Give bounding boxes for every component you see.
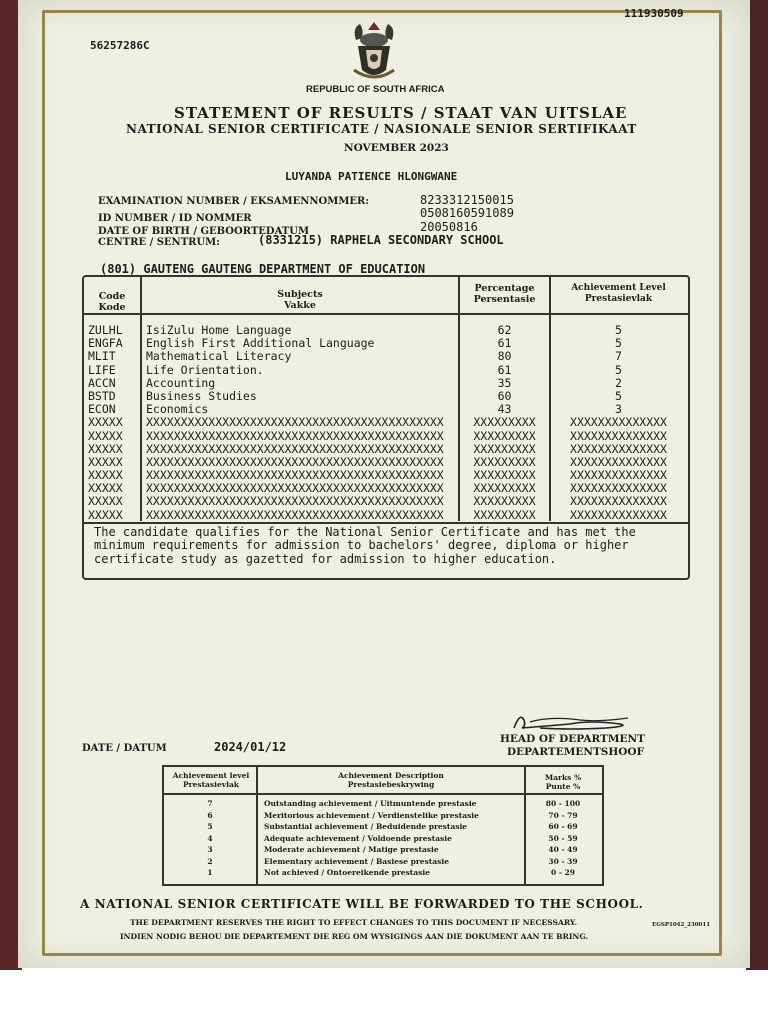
key-header-level: Achievement level <box>172 771 250 780</box>
exam-session: NOVEMBER 2023 <box>344 142 449 154</box>
id-number-value: 0508160591089 <box>420 206 514 220</box>
id-number-label: ID NUMBER / ID NOMMER <box>98 213 252 224</box>
subject-code: XXXXX <box>88 415 123 430</box>
country-name: REPUBLIC OF SOUTH AFRICA <box>306 84 445 95</box>
footer-changes-notice: THE DEPARTMENT RESERVES THE RIGHT TO EFFECT CHANGES TO THIS DOCUMENT IF NECESSARY. <box>130 918 578 927</box>
key-description: Substantial achievement / Beduidende prestasie <box>264 822 468 831</box>
key-level: 1 <box>207 868 213 877</box>
subject-level: XXXXXXXXXXXXXX <box>570 507 667 522</box>
key-level: 2 <box>207 856 213 866</box>
subject-name: Business Studies <box>146 388 257 403</box>
subject-name: IsiZulu Home Language <box>146 323 292 337</box>
subject-level: 5 <box>615 388 622 403</box>
key-marks: 60 - 69 <box>548 822 578 831</box>
subject-level: 2 <box>615 375 622 390</box>
key-marks: 40 - 49 <box>548 845 578 854</box>
coat-of-arms-icon <box>348 20 400 82</box>
key-level: 7 <box>207 799 213 808</box>
subject-code: LIFE <box>88 362 116 377</box>
key-marks: 50 - 59 <box>548 833 578 843</box>
results-rows <box>84 324 688 522</box>
subject-name: XXXXXXXXXXXXXXXXXXXXXXXXXXXXXXXXXXXXXXXXXXX <box>146 507 444 522</box>
key-description: Moderate achievement / Matige prestasie <box>264 845 439 854</box>
table-row <box>84 416 688 429</box>
serial-number-top-right: 111930509 <box>624 7 684 20</box>
subject-code: XXXXX <box>88 494 123 509</box>
subject-level: 5 <box>615 362 622 377</box>
subject-level: XXXXXXXXXXXXXX <box>570 428 667 443</box>
department-name: (801) GAUTENG GAUTENG DEPARTMENT OF EDUCATION <box>100 262 426 276</box>
dob-label: DATE OF BIRTH / GEBOORTEDATUM <box>98 226 310 237</box>
document-subtitle: NATIONAL SENIOR CERTIFICATE / NASIONALE SENIOR SERTIFIKAAT <box>126 122 637 136</box>
key-marks: 0 - 29 <box>551 868 575 877</box>
header-code: Code <box>98 291 126 302</box>
key-marks: 30 - 39 <box>548 856 578 866</box>
subject-code: XXXXX <box>88 454 123 469</box>
header-percentage-af: Persentasie <box>473 294 536 305</box>
key-header-line <box>164 793 602 795</box>
table-row <box>84 377 688 390</box>
subject-percentage: 35 <box>497 375 512 390</box>
subject-name: XXXXXXXXXXXXXXXXXXXXXXXXXXXXXXXXXXXXXXXXXXX <box>146 468 444 483</box>
subject-percentage: 62 <box>497 323 512 337</box>
subject-name: XXXXXXXXXXXXXXXXXXXXXXXXXXXXXXXXXXXXXXXXXXX <box>146 454 444 469</box>
table-row <box>84 495 688 508</box>
subject-level: XXXXXXXXXXXXXX <box>570 415 667 430</box>
subject-percentage: XXXXXXXXX <box>473 468 536 483</box>
subject-percentage: 61 <box>497 336 512 351</box>
subject-level: XXXXXXXXXXXXXX <box>570 454 667 469</box>
key-level: 6 <box>207 810 213 820</box>
footer-changes-notice-af: INDIEN NODIG BEHOU DIE DEPARTEMENT DIE REG OM WYSIGINGS AAN DIE DOKUMENT AAN TE BRING. <box>120 932 589 941</box>
results-table-header <box>84 277 688 315</box>
key-level: 5 <box>207 822 213 831</box>
subject-code: ACCN <box>88 375 116 390</box>
form-code: EGSP1042_230011 <box>652 922 711 928</box>
subject-percentage: XXXXXXXXX <box>473 441 536 456</box>
serial-number-top-left: 56257286C <box>90 39 150 52</box>
hod-title: HEAD OF DEPARTMENT <box>500 733 645 745</box>
subject-code: BSTD <box>88 388 116 403</box>
subject-code: XXXXX <box>88 481 123 496</box>
subject-code: MLIT <box>88 349 116 364</box>
subject-level: XXXXXXXXXXXXXX <box>570 481 667 496</box>
subject-name: XXXXXXXXXXXXXXXXXXXXXXXXXXXXXXXXXXXXXXXXXXX <box>146 415 444 430</box>
key-header-marks: Marks % <box>544 773 582 782</box>
key-marks: 70 - 79 <box>548 810 578 820</box>
subject-name: XXXXXXXXXXXXXXXXXXXXXXXXXXXXXXXXXXXXXXXXXXX <box>146 481 444 496</box>
header-subject-af: Vakke <box>284 300 316 311</box>
key-description: Not achieved / Ontoereikende prestasie <box>264 868 430 877</box>
subject-percentage: 43 <box>497 402 512 417</box>
subject-name: Economics <box>146 402 209 417</box>
date-value: 2024/01/12 <box>214 740 287 754</box>
date-label: DATE / DATUM <box>82 743 167 754</box>
key-header-desc-af: Prestasiebeskrywing <box>347 780 435 789</box>
subject-name: Accounting <box>146 375 216 390</box>
footer-forwarded-notice: A NATIONAL SENIOR CERTIFICATE WILL BE FORWARDED TO THE SCHOOL. <box>80 897 644 911</box>
qualification-note: The candidate qualifies for the National Senior Certificate and has met the minimum requirements for admission to bachelors' degree, diploma or higher certificate study as gazetted for admission to higher education. <box>84 522 688 579</box>
document-title: STATEMENT OF RESULTS / STAAT VAN UITSLAE <box>174 104 628 122</box>
subject-level: 3 <box>615 402 622 417</box>
exam-number-label: EXAMINATION NUMBER / EKSAMENNOMMER: <box>98 196 370 207</box>
achievement-key-table <box>162 765 604 886</box>
subject-level: XXXXXXXXXXXXXX <box>570 468 667 483</box>
key-header-desc: Achievement Description <box>338 771 444 780</box>
key-header-marks-af: Punte % <box>545 782 581 791</box>
table-row <box>84 350 688 363</box>
table-row <box>84 509 688 522</box>
subject-percentage: XXXXXXXXX <box>473 494 536 509</box>
key-description: Elementary achievement / Basiese prestasie <box>264 856 449 866</box>
subject-code: XXXXX <box>88 428 123 443</box>
subject-level: XXXXXXXXXXXXXX <box>570 441 667 456</box>
subject-name: English First Additional Language <box>146 336 375 351</box>
subject-percentage: 80 <box>497 349 512 364</box>
key-description: Meritorious achievement / Verdienstelike prestasie <box>264 810 479 820</box>
hod-title-af: DEPARTEMENTSHOOF <box>507 746 645 758</box>
key-description: Adequate achievement / Voldoende prestasie <box>264 833 452 843</box>
subject-level: XXXXXXXXXXXXXX <box>570 494 667 509</box>
exam-number-value: 8233312150015 <box>420 193 514 207</box>
subject-name: XXXXXXXXXXXXXXXXXXXXXXXXXXXXXXXXXXXXXXXXXXX <box>146 494 444 509</box>
key-level: 3 <box>207 845 213 854</box>
candidate-name: LUYANDA PATIENCE HLONGWANE <box>285 170 458 183</box>
subject-level: 5 <box>615 336 622 351</box>
header-level: Achievement Level <box>571 283 666 293</box>
subject-name: XXXXXXXXXXXXXXXXXXXXXXXXXXXXXXXXXXXXXXXXXXX <box>146 441 444 456</box>
header-level-af: Prestasievlak <box>584 294 653 304</box>
subject-code: XXXXX <box>88 468 123 483</box>
subject-percentage: 61 <box>497 362 512 377</box>
subject-code: XXXXX <box>88 507 123 522</box>
subject-code: XXXXX <box>88 441 123 456</box>
subject-name: XXXXXXXXXXXXXXXXXXXXXXXXXXXXXXXXXXXXXXXXXXX <box>146 428 444 443</box>
subject-percentage: XXXXXXXXX <box>473 415 536 430</box>
subject-percentage: XXXXXXXXX <box>473 507 536 522</box>
subject-code: ZULHL <box>88 323 123 337</box>
subject-percentage: XXXXXXXXX <box>473 481 536 496</box>
subject-level: 5 <box>615 323 622 337</box>
table-row <box>84 430 688 443</box>
key-level: 4 <box>207 833 213 843</box>
subject-name: Life Orientation. <box>146 362 264 377</box>
key-description: Outstanding achievement / Uitmuntende prestasie <box>264 799 477 808</box>
centre-label: CENTRE / SENTRUM: <box>98 237 220 248</box>
subject-name: Mathematical Literacy <box>146 349 292 364</box>
subject-code: ECON <box>88 402 116 417</box>
header-percentage: Percentage <box>474 283 535 294</box>
subject-percentage: XXXXXXXXX <box>473 454 536 469</box>
header-code-af: Kode <box>98 302 126 313</box>
table-row <box>84 364 688 377</box>
centre-value: (8331215) RAPHELA SECONDARY SCHOOL <box>258 233 504 247</box>
header-subject: Subjects <box>277 289 323 300</box>
key-header-level-af: Prestasievlak <box>182 780 239 789</box>
subject-percentage: 60 <box>497 388 512 403</box>
results-table <box>82 275 690 580</box>
subject-code: ENGFA <box>88 336 123 351</box>
subject-level: 7 <box>615 349 622 364</box>
subject-percentage: XXXXXXXXX <box>473 428 536 443</box>
dob-value: 20050816 <box>420 220 478 234</box>
key-marks: 80 - 100 <box>545 799 581 808</box>
table-row <box>84 443 688 456</box>
